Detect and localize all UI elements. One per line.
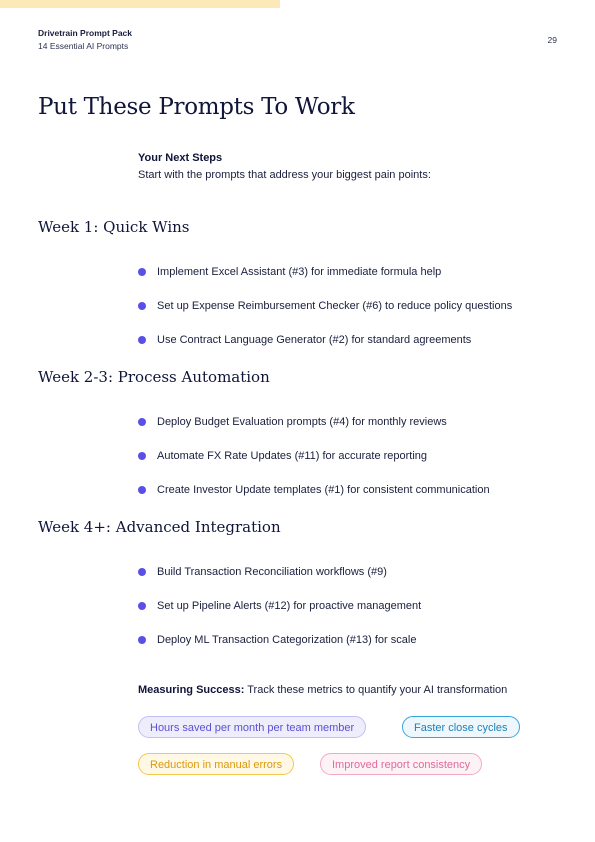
list-item-text: Deploy ML Transaction Categorization (#13) for scale xyxy=(157,634,417,646)
list-item xyxy=(138,416,447,428)
list-item xyxy=(138,300,512,312)
metric-tag-report-consistency: Improved report consistency xyxy=(320,753,482,775)
list-item-text: Build Transaction Reconciliation workflows (#9) xyxy=(157,566,387,578)
bullet-icon xyxy=(138,302,146,310)
top-accent-bar xyxy=(0,0,280,8)
header-title: Drivetrain Prompt Pack xyxy=(38,28,133,38)
bullet-icon xyxy=(138,568,146,576)
list-item-text: Set up Pipeline Alerts (#12) for proactive management xyxy=(157,600,422,612)
page-title: Put These Prompts To Work xyxy=(38,94,355,120)
list-item xyxy=(138,334,471,346)
list-item xyxy=(138,450,427,462)
next-steps-text: Start with the prompts that address your biggest pain points: xyxy=(138,169,431,181)
list-item-text: Automate FX Rate Updates (#11) for accurate reporting xyxy=(157,450,428,462)
metric-tag-manual-errors: Reduction in manual errors xyxy=(138,753,294,775)
list-item xyxy=(138,600,421,612)
header-subtitle: 14 Essential AI Prompts xyxy=(38,41,129,51)
measuring-success-label: Measuring Success: xyxy=(138,684,245,696)
page-number: 29 xyxy=(547,35,557,45)
list-item-text: Deploy Budget Evaluation prompts (#4) for monthly reviews xyxy=(157,416,447,428)
list-item xyxy=(138,266,441,278)
week-1-heading: Week 1: Quick Wins xyxy=(38,218,190,236)
bullet-icon xyxy=(138,636,146,644)
next-steps-title: Your Next Steps xyxy=(138,152,223,164)
list-item xyxy=(138,634,416,646)
bullet-icon xyxy=(138,602,146,610)
week-4-heading: Week 4+: Advanced Integration xyxy=(38,518,281,536)
week-2-3-heading: Week 2-3: Process Automation xyxy=(38,368,270,386)
bullet-icon xyxy=(138,418,146,426)
metric-tag-hours-saved: Hours saved per month per team member xyxy=(138,716,366,738)
list-item xyxy=(138,566,387,578)
measuring-success xyxy=(138,684,507,696)
metric-tag-faster-close: Faster close cycles xyxy=(402,716,520,738)
bullet-icon xyxy=(138,452,146,460)
bullet-icon xyxy=(138,336,146,344)
bullet-icon xyxy=(138,486,146,494)
list-item xyxy=(138,484,490,496)
measuring-success-text: Track these metrics to quantify your AI transformation xyxy=(244,684,508,696)
bullet-icon xyxy=(138,268,146,276)
list-item-text: Use Contract Language Generator (#2) for standard agreements xyxy=(157,334,472,346)
list-item-text: Create Investor Update templates (#1) for consistent communication xyxy=(157,484,490,496)
list-item-text: Implement Excel Assistant (#3) for immediate formula help xyxy=(157,266,442,278)
list-item-text: Set up Expense Reimbursement Checker (#6) to reduce policy questions xyxy=(157,300,513,312)
